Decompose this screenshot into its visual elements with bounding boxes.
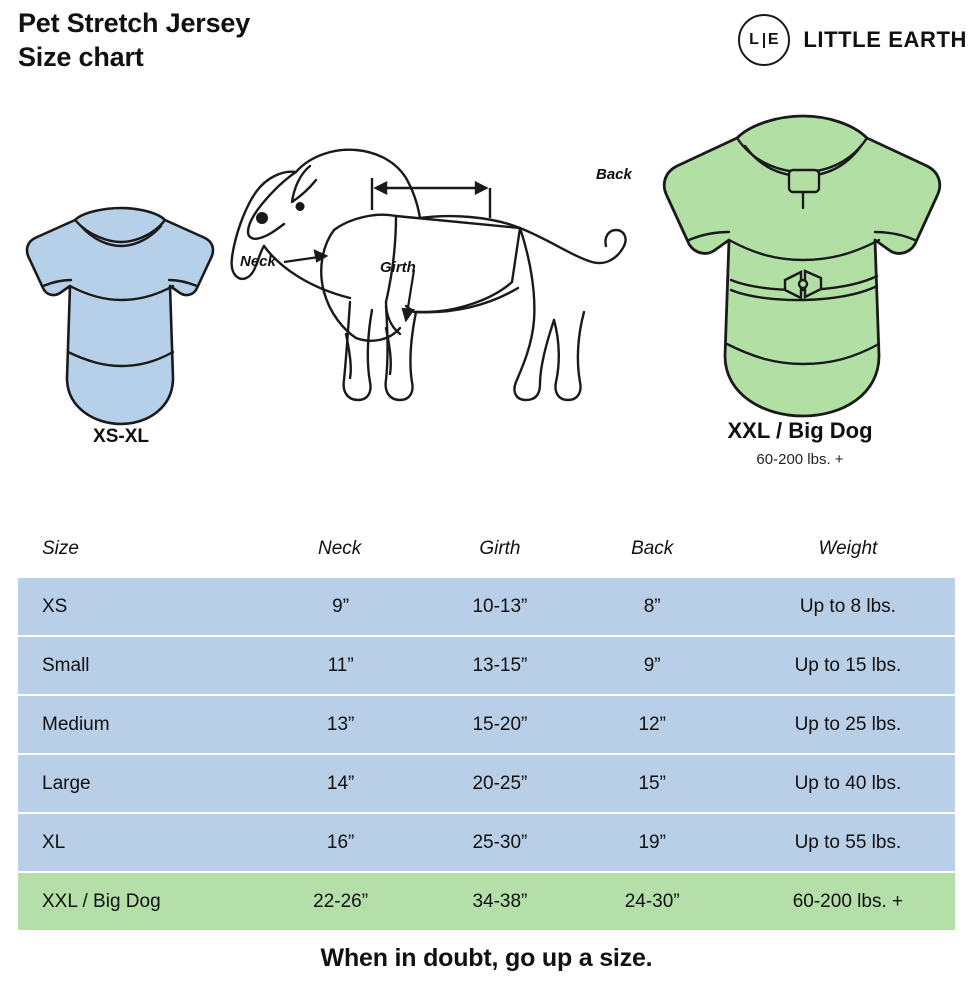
column-header-back: Back [590, 520, 749, 578]
table-row [18, 754, 955, 813]
cell-neck: 14” [271, 754, 430, 813]
label-neck: Neck [240, 253, 276, 270]
table-row [18, 636, 955, 695]
column-header-neck: Neck [271, 520, 430, 578]
cell-neck: 22-26” [313, 890, 369, 912]
cell-weight: Up to 55 lbs. [749, 813, 955, 872]
cell-girth: 15-20” [430, 695, 589, 754]
size-chart-table [18, 520, 955, 930]
monogram-letter-l: L [749, 31, 760, 48]
page-title-line-1: Pet Stretch Jersey [18, 8, 251, 38]
cell-neck: 11” [271, 636, 430, 695]
green-jersey-subcaption: 60-200 lbs. + [756, 451, 844, 468]
page-title-line-2: Size chart [18, 42, 144, 72]
cell-size: Medium [18, 695, 271, 754]
column-header-girth: Girth [430, 520, 589, 578]
cell-size: XL [18, 813, 271, 872]
monogram-divider [763, 33, 765, 48]
cell-back: 9” [590, 636, 749, 695]
cell-back: 24-30” [624, 890, 680, 912]
table-row [18, 695, 955, 754]
dog-measurement-diagram [200, 106, 650, 436]
table-header-row [18, 520, 955, 578]
table-row [18, 813, 955, 872]
cell-girth: 34-38” [472, 890, 528, 912]
cell-weight: Up to 8 lbs. [749, 578, 955, 636]
label-back: Back [596, 166, 632, 183]
green-jersey-caption: XXL / Big Dog [727, 418, 873, 443]
label-girth: Girth [380, 259, 416, 276]
cell-size: XXL / Big Dog [42, 890, 161, 912]
cell-back: 12” [590, 695, 749, 754]
cell-weight: Up to 25 lbs. [749, 695, 955, 754]
column-header-weight: Weight [749, 520, 955, 578]
cell-girth: 25-30” [430, 813, 589, 872]
cell-girth: 13-15” [430, 636, 589, 695]
page-title [18, 6, 250, 74]
blue-jersey-caption: XS-XL [93, 426, 149, 447]
cell-girth: 20-25” [430, 754, 589, 813]
cell-weight: Up to 40 lbs. [749, 754, 955, 813]
little-earth-monogram-icon [738, 14, 790, 66]
cell-back: 19” [590, 813, 749, 872]
cell-weight: Up to 15 lbs. [749, 636, 955, 695]
monogram-letter-e: E [767, 31, 780, 48]
brand-name: LITTLE EARTH [803, 27, 967, 52]
cell-size: XS [18, 578, 271, 636]
footnote: When in doubt, go up a size. [320, 944, 653, 972]
cell-neck: 9” [271, 578, 430, 636]
header [0, 0, 973, 96]
cell-back: 8” [590, 578, 749, 636]
column-header-size: Size [18, 520, 271, 578]
cell-neck: 13” [271, 695, 430, 754]
cell-size: Large [18, 754, 271, 813]
cell-size: Small [18, 636, 271, 695]
cell-back: 15” [590, 754, 749, 813]
table-row [18, 578, 955, 636]
table-row [18, 872, 955, 930]
cell-neck: 16” [271, 813, 430, 872]
cell-weight: 60-200 lbs. + [792, 890, 904, 912]
illustration-area [0, 96, 973, 496]
green-jersey-illustration [645, 104, 955, 434]
brand-logo [738, 14, 967, 66]
cell-girth: 10-13” [430, 578, 589, 636]
